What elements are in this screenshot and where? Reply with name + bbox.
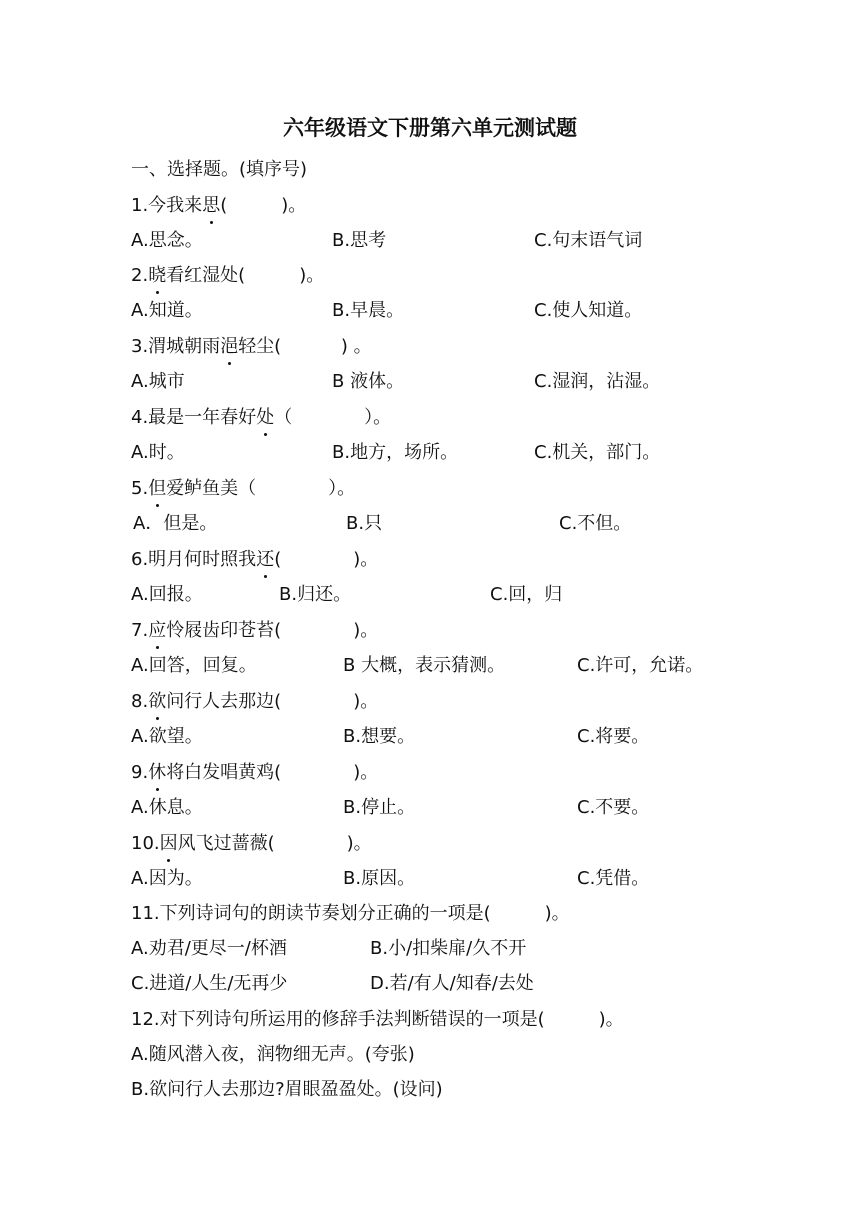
option-b: B.思考 (332, 230, 387, 251)
option-a: A.随风潜入夜，润物细无声。(夸张) (131, 1044, 415, 1065)
option-a: A.劝君/更尽一/杯酒 (131, 938, 287, 959)
option-a: A.思念。 (131, 230, 203, 251)
option-a: A.欲望。 (131, 726, 203, 747)
question-stem: 12.对下列诗句所运用的修辞手法判断错误的一项是( )。 (131, 1009, 624, 1030)
option-b: B.只 (346, 513, 383, 534)
section-heading: 一、选择题。(填序号) (131, 159, 308, 180)
option-b: B.归还。 (279, 584, 352, 605)
option-b: B.原因。 (343, 868, 416, 889)
dotted-char: 但 (148, 478, 167, 499)
option-b: B.早晨。 (332, 300, 405, 321)
option-c: C.湿润，沾湿。 (534, 371, 661, 392)
option-a: A.城市 (131, 371, 185, 392)
option-b: B.想要。 (343, 726, 416, 747)
option-b: B 大概，表示猜测。 (343, 655, 506, 676)
option-b: B.欲问行人去那边?眉眼盈盈处。(设问) (131, 1079, 443, 1100)
page-title: 六年级语文下册第六单元测试题 (283, 115, 577, 140)
option-c: C.进道/人生/无再少 (131, 973, 288, 994)
option-a: A.时。 (131, 442, 185, 463)
option-c: C.不要。 (577, 797, 650, 818)
option-c: C.使人知道。 (534, 300, 643, 321)
question-stem: 1.今我来思( )。 (131, 195, 307, 216)
question-stem: 8.欲问行人去那边( )。 (131, 691, 379, 712)
dotted-char: 处 (256, 407, 275, 428)
question-stem: 2.晓看红湿处( )。 (131, 265, 325, 286)
dotted-char: 因 (159, 833, 178, 854)
question-stem: 6.明月何时照我还( )。 (131, 549, 379, 570)
option-a: A.知道。 (131, 300, 203, 321)
dotted-char: 思 (202, 195, 221, 216)
option-b: B.小/扣柴扉/久不开 (370, 938, 527, 959)
dotted-char: 应 (148, 620, 167, 641)
option-d: D.若/有人/知春/去处 (370, 973, 534, 994)
option-b: B 液体。 (332, 371, 405, 392)
option-b: B.停止。 (343, 797, 416, 818)
option-c: C.许可，允诺。 (577, 655, 704, 676)
option-c: C.句末语气词 (534, 230, 643, 251)
dotted-char: 欲 (148, 691, 167, 712)
question-stem: 10.因风飞过蔷薇( )。 (131, 833, 372, 854)
option-a: A．但是。 (133, 513, 218, 534)
option-c: C.将要。 (577, 726, 650, 747)
option-c: C.凭借。 (577, 868, 650, 889)
dotted-char: 还 (256, 549, 275, 570)
question-stem: 3.渭城朝雨浥轻尘( ) 。 (131, 336, 372, 357)
option-a: A.休息。 (131, 797, 203, 818)
question-stem: 5.但爱鲈鱼美（ ）。 (131, 478, 356, 499)
option-b: B.地方，场所。 (332, 442, 459, 463)
dotted-char: 晓 (148, 265, 167, 286)
question-stem: 11.下列诗词句的朗读节奏划分正确的一项是( )。 (131, 903, 570, 924)
dotted-char: 休 (148, 762, 167, 783)
option-a: A.因为。 (131, 868, 203, 889)
dotted-char: 浥 (220, 336, 239, 357)
option-c: C.不但。 (559, 513, 632, 534)
option-c: C.回，归 (490, 584, 563, 605)
option-c: C.机关，部门。 (534, 442, 661, 463)
option-a: A.回报。 (131, 584, 203, 605)
question-stem: 9.休将白发唱黄鸡( )。 (131, 762, 379, 783)
option-a: A.回答，回复。 (131, 655, 257, 676)
question-stem: 7.应怜屐齿印苍苔( )。 (131, 620, 379, 641)
question-stem: 4.最是一年春好处（ ）。 (131, 407, 392, 428)
